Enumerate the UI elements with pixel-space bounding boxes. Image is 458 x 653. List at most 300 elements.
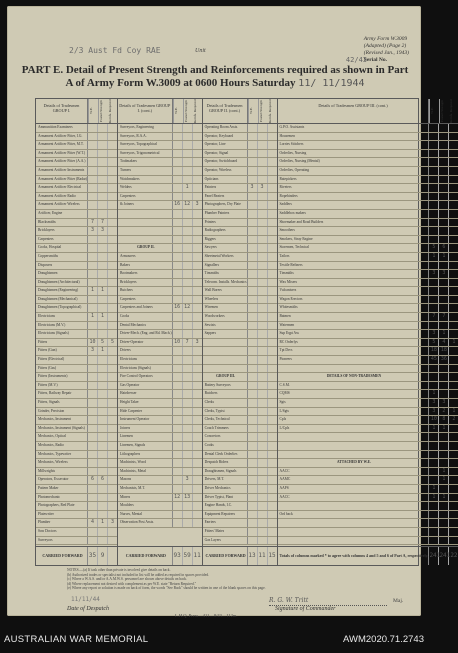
row-value [88, 133, 98, 141]
row-label: Fitters (Instruments) [36, 373, 88, 381]
row-value [449, 511, 458, 519]
row-value [439, 158, 449, 166]
row-value [449, 459, 458, 467]
table-row [203, 528, 277, 537]
row-value [449, 167, 458, 175]
row-value [258, 287, 268, 295]
carried-forward-value: 15 [268, 552, 276, 559]
row-value [268, 167, 277, 175]
row-label: Woodworkers [203, 313, 248, 321]
row-value [429, 468, 439, 476]
row-label: Electricians (Signals) [36, 330, 88, 338]
row-value [88, 167, 98, 175]
row-value [439, 365, 449, 373]
row-value [183, 141, 193, 149]
row-value [258, 330, 268, 338]
carried-forward-value: 241 [439, 547, 449, 565]
row-label: Surveyors, Trigonometrical [118, 150, 173, 158]
row-value [193, 236, 202, 244]
group-header [36, 99, 117, 124]
row-value [98, 176, 108, 184]
row-value [248, 502, 258, 510]
row-value [88, 485, 98, 493]
row-label: Cooks [203, 442, 248, 450]
row-value [108, 124, 117, 132]
row-value [98, 373, 108, 381]
table-row [203, 167, 277, 176]
row-value: 5 [429, 339, 439, 347]
row-value: 13 [183, 494, 193, 502]
table-row [36, 227, 117, 236]
row-label: Observation Post Assts. [118, 519, 173, 527]
row-value [173, 253, 183, 261]
row-value [268, 313, 277, 321]
row-value [193, 244, 202, 252]
table-row [36, 193, 117, 202]
row-label [203, 356, 248, 364]
row-value [268, 150, 277, 158]
row-value [248, 150, 258, 158]
row-value [193, 158, 202, 166]
row-value [173, 433, 183, 441]
row-value [193, 511, 202, 519]
row-value [173, 408, 183, 416]
table-row [203, 433, 277, 442]
carried-forward-value: 35 [88, 547, 98, 565]
table-row [203, 408, 277, 417]
row-label: Platewriter [36, 511, 88, 519]
group-header [203, 99, 277, 124]
row-label: Carpenters [118, 296, 173, 304]
row-value [268, 287, 277, 295]
row-value [108, 253, 117, 261]
row-value [193, 408, 202, 416]
row-value [258, 408, 268, 416]
row-value [173, 167, 183, 175]
row-value [248, 519, 258, 527]
row-value [429, 373, 439, 381]
row-value [449, 390, 458, 398]
row-value: 3 [195, 201, 199, 208]
row-value [88, 511, 98, 519]
row-value [258, 253, 268, 261]
row-label: Artificer, Engine [36, 210, 88, 218]
row-value [88, 330, 98, 338]
row-value [248, 528, 258, 536]
row-value [258, 339, 268, 347]
row-label: Concretors [203, 433, 248, 441]
row-label: & Joiners [118, 201, 173, 209]
row-value [268, 133, 277, 141]
row-label: Toolmakers [118, 158, 173, 166]
table-row [36, 468, 117, 477]
table-row [118, 296, 202, 305]
row-value [429, 476, 439, 484]
row-value [108, 219, 117, 227]
row-value [88, 502, 98, 510]
group-name: Details of Tradesmen GROUP III. (cont.) [278, 99, 430, 123]
table-row [203, 511, 277, 520]
row-value [88, 442, 98, 450]
row-value [193, 262, 202, 270]
row-label: Drivers, M.T. [203, 476, 248, 484]
table-row [278, 442, 458, 451]
row-value [108, 399, 117, 407]
row-value [449, 184, 458, 192]
row-value [98, 528, 108, 536]
row-value [108, 511, 117, 519]
table-row [118, 494, 202, 503]
row-value [98, 296, 108, 304]
row-label: Fitters [36, 339, 88, 347]
table-row [36, 158, 117, 167]
serial-label: Serial No. [363, 57, 388, 63]
row-value: 7 [439, 313, 449, 321]
row-value [268, 244, 277, 252]
row-value [248, 201, 258, 209]
column-header: Posted Strength [183, 99, 193, 123]
table-row [203, 399, 277, 408]
row-value [248, 356, 258, 364]
row-value [88, 433, 98, 441]
row-value [173, 262, 183, 270]
row-value [88, 399, 98, 407]
row-value [108, 442, 117, 450]
carried-forward-value: 11 [193, 552, 201, 559]
row-value [193, 270, 202, 278]
carried-forward-row [36, 546, 117, 565]
row-value [173, 287, 183, 295]
row-label: Armament Artificer Wireless [36, 201, 88, 209]
row-value [429, 167, 439, 175]
row-value [258, 167, 268, 175]
row-value [439, 382, 449, 390]
group-name: Details of Tradesmen GROUP I. (cont.) [118, 99, 173, 123]
row-value [248, 296, 258, 304]
row-value [173, 425, 183, 433]
row-value [173, 416, 183, 424]
row-value [193, 227, 202, 235]
table-row [278, 519, 458, 528]
row-value [268, 201, 277, 209]
row-value [429, 511, 439, 519]
row-label: Draughtsmen, Signals [203, 468, 248, 476]
row-value [248, 236, 258, 244]
row-value [173, 519, 183, 527]
row-value [248, 365, 258, 373]
row-value [193, 476, 202, 484]
row-label: Armourers [118, 253, 173, 261]
row-value [258, 433, 268, 441]
row-value [439, 511, 449, 519]
row-value [183, 210, 193, 218]
row-value [193, 296, 202, 304]
row-value [439, 201, 449, 209]
row-label: Batmen [278, 313, 430, 321]
table-row [118, 502, 202, 511]
row-value: 4 [88, 519, 98, 527]
row-label: Fitters, Signals [36, 399, 88, 407]
row-value [98, 322, 108, 330]
row-label: Tinsmiths [278, 270, 430, 278]
signature-handwritten: R. G. W. Tritt [269, 597, 387, 606]
column-header: Posted Strength [258, 99, 268, 123]
row-value [258, 382, 268, 390]
row-label: Welders [118, 184, 173, 192]
row-value [88, 193, 98, 201]
row-label [278, 537, 430, 545]
row-label: Saw Doctors [36, 528, 88, 536]
row-value [258, 399, 268, 407]
row-value [193, 451, 202, 459]
row-label: Ropebinders [278, 193, 430, 201]
table-row [36, 399, 117, 408]
row-value [108, 330, 117, 338]
row-value [449, 399, 458, 407]
unit-value: 2/3 Aust Fd Coy RAE [69, 46, 161, 55]
serial-number-handwritten: 42/43 [345, 56, 367, 64]
row-value [88, 494, 98, 502]
row-label: Sewists [203, 322, 248, 330]
row-value [193, 167, 202, 175]
row-value [98, 167, 108, 175]
row-value [429, 433, 439, 441]
row-value [108, 227, 117, 235]
row-value [193, 433, 202, 441]
row-value [268, 399, 277, 407]
row-value [449, 304, 458, 312]
row-value: 1 [88, 287, 98, 295]
table-row [278, 322, 458, 331]
row-value [268, 176, 277, 184]
row-value [173, 141, 183, 149]
row-value [439, 193, 449, 201]
row-value [268, 330, 277, 338]
row-value [449, 279, 458, 287]
row-value [108, 416, 117, 424]
column-header: Reinfs. Required [267, 99, 272, 123]
row-value [193, 219, 202, 227]
row-value [449, 253, 458, 261]
table-row [203, 141, 277, 150]
row-value [173, 382, 183, 390]
table-row [203, 390, 277, 399]
row-label: Equipment Repairers [203, 511, 248, 519]
row-value [88, 365, 98, 373]
table-row [278, 382, 458, 391]
row-label [203, 339, 248, 347]
row-label: Draughtsmen (Engineering) [36, 287, 88, 295]
row-label: Riggers [203, 236, 248, 244]
row-value [108, 176, 117, 184]
row-value: 1 [183, 184, 193, 192]
row-value [98, 201, 108, 209]
row-value [258, 511, 268, 519]
row-value [248, 141, 258, 149]
row-value: 3 [98, 227, 108, 235]
row-value [449, 485, 458, 493]
carried-forward-value: 11 [258, 547, 268, 565]
row-value [88, 451, 98, 459]
table-row [203, 382, 277, 391]
row-label: Surveyors [36, 537, 88, 545]
table-row [203, 304, 277, 313]
column-header: W.E. [248, 99, 258, 123]
table-row [36, 124, 117, 133]
row-value [108, 425, 117, 433]
row-value [98, 184, 108, 192]
table-row [36, 416, 117, 425]
row-value [183, 365, 193, 373]
table-row [36, 236, 117, 245]
row-value [258, 356, 268, 364]
row-label: Armament Artificer Fitter (Radar) [36, 176, 88, 184]
row-value [248, 133, 258, 141]
row-value [429, 451, 439, 459]
table-row [118, 468, 202, 477]
row-value [268, 451, 277, 459]
table-row [118, 244, 202, 253]
row-value [108, 451, 117, 459]
row-value: 7 [98, 219, 108, 227]
row-value [268, 347, 277, 355]
table-row [36, 296, 117, 305]
table-row [278, 227, 458, 236]
row-value: 7 [88, 219, 98, 227]
row-value [248, 330, 258, 338]
table-row [278, 485, 458, 494]
row-value [429, 365, 439, 373]
row-label: Tpt Drvs [278, 347, 430, 355]
row-value [108, 502, 117, 510]
row-label: Operator, Keyboard [203, 133, 248, 141]
table-row [118, 150, 202, 159]
column-header: W.E. [429, 99, 439, 123]
row-value [108, 322, 117, 330]
row-value [98, 150, 108, 158]
table-row [36, 442, 117, 451]
row-label: Machinists, Metal [118, 468, 173, 476]
row-label: Photomechanic [36, 494, 88, 502]
row-label: L/Cpls [278, 425, 430, 433]
row-value [248, 322, 258, 330]
row-value [429, 227, 439, 235]
table-row [278, 451, 458, 460]
row-value [429, 219, 439, 227]
row-value: 12 [183, 201, 193, 209]
table-row [278, 253, 458, 262]
row-label: Carpenters [118, 193, 173, 201]
carried-forward-value: 13 [248, 547, 258, 565]
row-value [88, 356, 98, 364]
row-value [248, 339, 258, 347]
row-value [88, 184, 98, 192]
row-value [258, 528, 268, 536]
row-value [183, 382, 193, 390]
table-row [118, 330, 202, 339]
row-value [193, 442, 202, 450]
form-sheet [7, 6, 458, 618]
row-label: Miners [118, 494, 173, 502]
table-row [278, 150, 458, 159]
row-label: Butchers [118, 287, 173, 295]
table-row [118, 201, 202, 210]
row-label: Housemen [278, 133, 430, 141]
row-value [108, 365, 117, 373]
row-value [449, 537, 458, 545]
table-row [278, 141, 458, 150]
row-value [449, 373, 458, 381]
row-value [439, 519, 449, 527]
row-value [248, 390, 258, 398]
row-label: Clerks, Technical [203, 416, 248, 424]
row-label: Lithographers [118, 451, 173, 459]
table-row [118, 193, 202, 202]
carried-forward-value: 59 [183, 547, 193, 565]
table-row [118, 433, 202, 442]
row-value [108, 270, 117, 278]
row-value [88, 262, 98, 270]
note-line: (d) Where replacement not desired with complement as per W.E. state "Return Required." [67, 581, 197, 586]
part-label: PART E. [21, 64, 64, 76]
row-value [183, 270, 193, 278]
row-label: Sup Eqpt Ass [278, 330, 430, 338]
row-value [173, 279, 183, 287]
table-row [203, 133, 277, 142]
row-value [88, 210, 98, 218]
row-value [193, 133, 202, 141]
table-row [118, 365, 202, 374]
row-value [183, 399, 193, 407]
group-name: Details of Tradesmen GROUP II. (cont.) [203, 99, 248, 123]
row-value [98, 124, 108, 132]
row-value [429, 537, 439, 545]
table-row [203, 150, 277, 159]
row-value [258, 176, 268, 184]
row-value [429, 158, 439, 166]
row-value [258, 150, 268, 158]
table-row [36, 408, 117, 417]
row-label: Instrument Operator [118, 416, 173, 424]
table-row [118, 133, 202, 142]
row-value: 1 [429, 425, 439, 433]
archive-footer [0, 623, 430, 653]
row-label: Driver-Mech. (Eng. and Rd. Mach.) [118, 330, 173, 338]
row-value [439, 451, 449, 459]
row-label: Surveyors, R.A.A. [118, 133, 173, 141]
row-label: Cpls [278, 416, 430, 424]
table-row [118, 382, 202, 391]
table-row [118, 519, 202, 528]
table-row [36, 279, 117, 288]
row-value [183, 485, 193, 493]
row-value [258, 210, 268, 218]
row-value [439, 124, 449, 132]
row-value [173, 227, 183, 235]
row-label: Fitters (Electrical) [36, 356, 88, 364]
row-value [183, 425, 193, 433]
row-value [248, 468, 258, 476]
row-value [439, 167, 449, 175]
row-value [193, 124, 202, 132]
table-row [118, 262, 202, 271]
table-row [36, 494, 117, 503]
row-label: Machinists, Wood [118, 459, 173, 467]
row-value [183, 193, 193, 201]
row-value [449, 382, 458, 390]
row-value [173, 270, 183, 278]
table-row [278, 347, 458, 356]
